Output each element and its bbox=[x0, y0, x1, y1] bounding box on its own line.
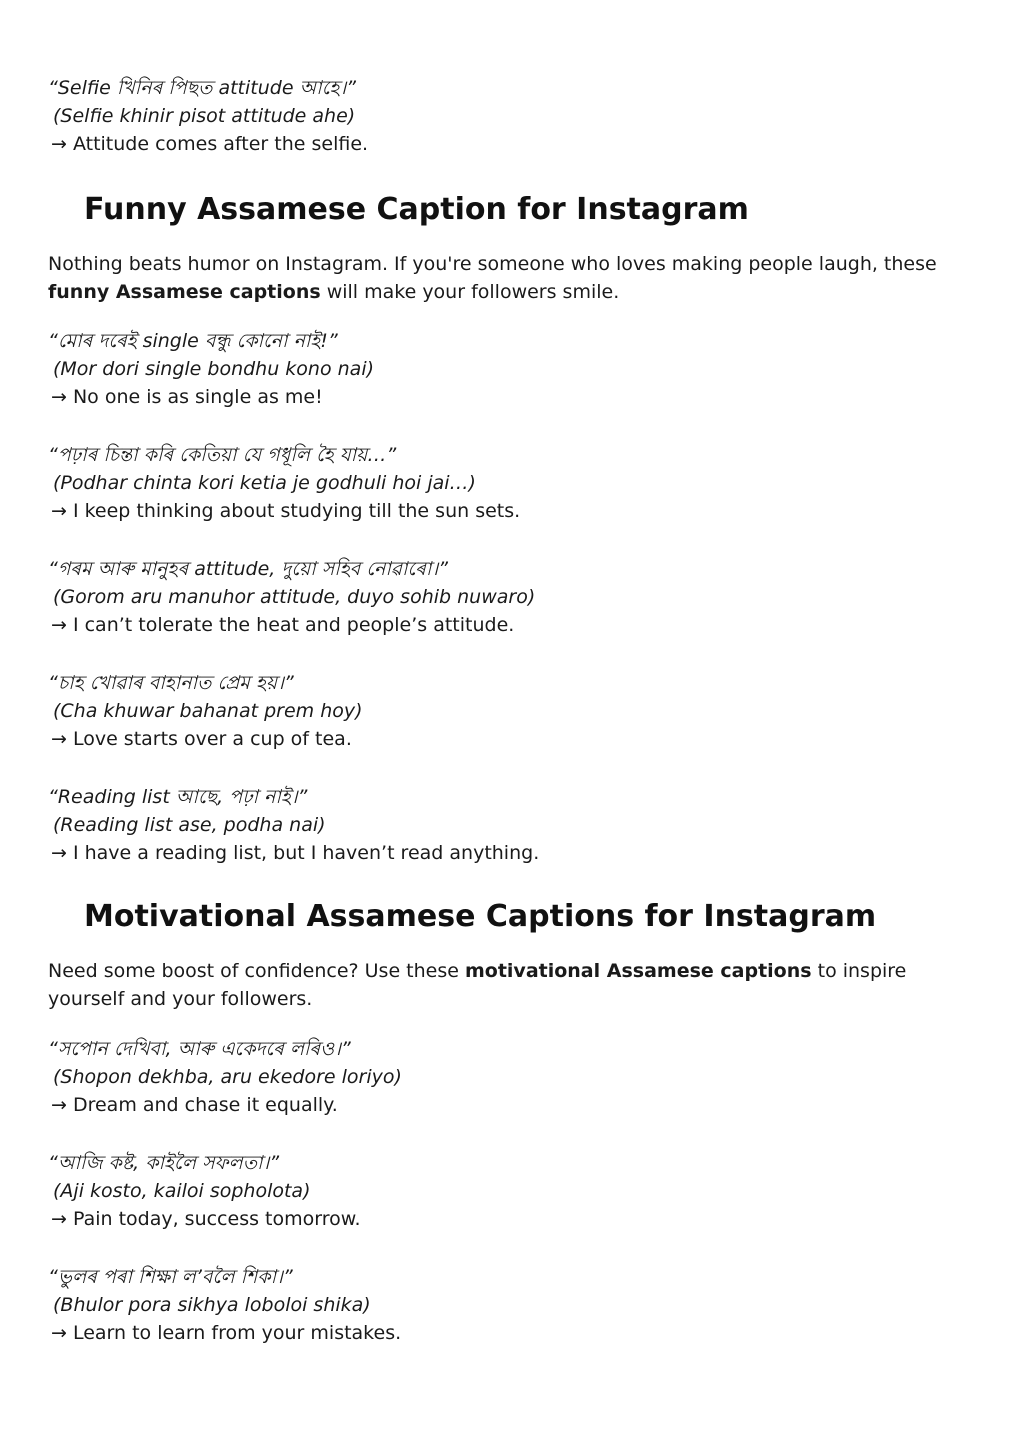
caption-native: “গৰম আৰু মানুহৰ attitude, দুয়ো সহিব নোৱাৰো।” bbox=[48, 558, 448, 580]
caption-block bbox=[48, 74, 978, 158]
intro-text: will make your followers smile. bbox=[320, 281, 620, 303]
caption-transliteration: (Podhar chinta kori ketia je godhuli hoi jai…) bbox=[53, 472, 476, 494]
caption-meaning: → I can’t tolerate the heat and people’s attitude. bbox=[51, 614, 515, 636]
caption-transliteration: (Shopon dekhba, aru ekedore loriyo) bbox=[53, 1066, 402, 1088]
caption-block bbox=[48, 327, 978, 411]
section-heading-motivational: Motivational Assamese Captions for Instagram bbox=[84, 899, 877, 934]
caption-block bbox=[48, 1149, 978, 1233]
caption-native: “Selfie খিনিৰ পিছত attitude আহে।” bbox=[48, 77, 356, 99]
caption-native: “সপোন দেখিবা, আৰু একেদৰে লৰিও।” bbox=[48, 1038, 351, 1060]
section-intro-motivational bbox=[48, 957, 978, 1013]
intro-text: to inspire yourself and your followers. bbox=[48, 960, 907, 1010]
caption-native: “মোৰ দৰেই single বন্ধু কোনো নাই!” bbox=[48, 330, 338, 352]
caption-transliteration: (Cha khuwar bahanat prem hoy) bbox=[53, 700, 363, 722]
caption-meaning: → I keep thinking about studying till the sun sets. bbox=[51, 500, 521, 522]
caption-transliteration: (Mor dori single bondhu kono nai) bbox=[53, 358, 375, 380]
caption-block bbox=[48, 441, 978, 525]
caption-meaning: → Attitude comes after the selfie. bbox=[51, 133, 369, 155]
caption-meaning: → Learn to learn from your mistakes. bbox=[51, 1322, 402, 1344]
caption-meaning: → Dream and chase it equally. bbox=[51, 1094, 338, 1116]
caption-transliteration: (Selfie khinir pisot attitude ahe) bbox=[53, 105, 356, 127]
caption-meaning: → I have a reading list, but I haven’t read anything. bbox=[51, 842, 540, 864]
caption-native: “ভুলৰ পৰা শিক্ষা ল’বলৈ শিকা।” bbox=[48, 1266, 293, 1288]
caption-native: “আজি কষ্ট, কাইলৈ সফলতা।” bbox=[48, 1152, 280, 1174]
caption-meaning: → Love starts over a cup of tea. bbox=[51, 728, 352, 750]
section-intro-funny bbox=[48, 250, 978, 306]
caption-native: “Reading list আছে, পঢ়া নাই।” bbox=[48, 786, 308, 808]
caption-transliteration: (Aji kosto, kailoi sopholota) bbox=[53, 1180, 311, 1202]
caption-block bbox=[48, 1035, 978, 1119]
intro-bold-text: motivational Assamese captions bbox=[464, 960, 812, 982]
caption-meaning: → No one is as single as me! bbox=[51, 386, 323, 408]
caption-native: “চাহ খোৱাৰ বাহানাত প্ৰেম হয়।” bbox=[48, 672, 294, 694]
intro-bold-text: funny Assamese captions bbox=[48, 281, 321, 303]
caption-transliteration: (Bhulor pora sikhya loboloi shika) bbox=[53, 1294, 371, 1316]
caption-block bbox=[48, 783, 978, 867]
caption-block bbox=[48, 1263, 978, 1347]
caption-transliteration: (Reading list ase, podha nai) bbox=[53, 814, 326, 836]
caption-native: “পঢ়াৰ চিন্তা কৰি কেতিয়া যে গধূলি হৈ যায়…” bbox=[48, 444, 397, 466]
intro-text: Nothing beats humor on Instagram. If you're someone who loves making people laugh, these bbox=[48, 253, 937, 275]
caption-meaning: → Pain today, success tomorrow. bbox=[51, 1208, 361, 1230]
caption-transliteration: (Gorom aru manuhor attitude, duyo sohib nuwaro) bbox=[53, 586, 536, 608]
intro-text: Need some boost of confidence? Use these bbox=[48, 960, 465, 982]
caption-block bbox=[48, 669, 978, 753]
caption-block bbox=[48, 555, 978, 639]
section-heading-funny: Funny Assamese Caption for Instagram bbox=[84, 192, 749, 227]
